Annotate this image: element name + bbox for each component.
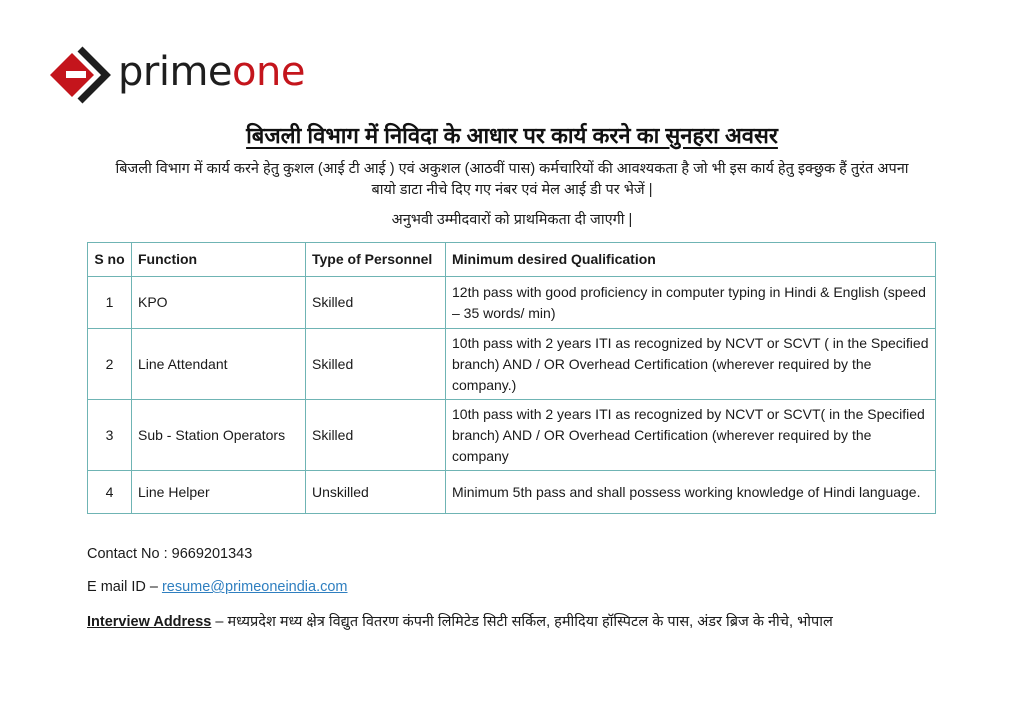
- cell-qualification: Minimum 5th pass and shall possess working knowledge of Hindi language.: [446, 471, 936, 514]
- table-row: [88, 277, 936, 329]
- header-sno: S no: [88, 243, 132, 277]
- intro-line-1: बिजली विभाग में कार्य करने हेतु कुशल (आई टी आई ) एवं अकुशल (आठवीं पास) कर्मचारियों की आवश्यकता है जो भी इस कार्य हेतु इक्छुक हैं तुरंत अपना: [115, 161, 909, 177]
- contact-phone-number: 9669201343: [171, 546, 253, 562]
- brand-wordmark-prime: prime: [118, 49, 233, 95]
- table-header-row: [88, 243, 936, 277]
- interview-address: [87, 611, 833, 631]
- cell-qualification: 10th pass with 2 years ITI as recognized by NCVT or SCVT ( in the Specified branch) AND / OR Overhead Certification (wherever required by the company.): [446, 329, 936, 400]
- contact-phone-label: Contact No :: [87, 546, 172, 562]
- cell-type: Skilled: [306, 400, 446, 471]
- cell-function: Line Helper: [132, 471, 306, 514]
- cell-sno: 2: [88, 329, 132, 400]
- interview-address-label: Interview Address: [87, 614, 212, 630]
- contact-email: [87, 579, 348, 595]
- page-title: बिजली विभाग में निविदा के आधार पर कार्य करने का सुनहरा अवसर: [246, 123, 778, 148]
- header-type: Type of Personnel: [306, 243, 446, 277]
- interview-address-separator: –: [211, 614, 228, 630]
- brand-wordmark-one: one: [232, 49, 305, 95]
- contact-email-label: E mail ID –: [87, 579, 162, 595]
- email-link[interactable]: resume@primeoneindia.com: [161, 579, 348, 595]
- cell-qualification: 10th pass with 2 years ITI as recognized by NCVT or SCVT( in the Specified branch) AND / OR Overhead Certification (wherever required by the company: [446, 400, 936, 471]
- intro-line-2: बायो डाटा नीचे दिए गए नंबर एवं मेल आई डी पर भेजें |: [371, 182, 653, 198]
- priority-note: अनुभवी उम्मीदवारों को प्राथमिकता दी जाएगी |: [391, 212, 633, 228]
- brand-wordmark: [118, 49, 305, 95]
- positions-table: [87, 242, 936, 514]
- cell-function: Line Attendant: [132, 329, 306, 400]
- table-row: [88, 329, 936, 400]
- header-qualification: Minimum desired Qualification: [446, 243, 936, 277]
- table-row: [88, 471, 936, 514]
- cell-type: Unskilled: [306, 471, 446, 514]
- primeone-diamond-arrow-icon: [46, 44, 114, 104]
- interview-address-text: मध्यप्रदेश मध्य क्षेत्र विद्युत वितरण कंपनी लिमिटेड सिटी सर्किल, हमीदिया हॉस्पिटल के पास, अंडर ब्रिज के नीचे, भोपाल: [227, 614, 833, 630]
- header-function: Function: [132, 243, 306, 277]
- cell-type: Skilled: [306, 329, 446, 400]
- contact-phone: [87, 546, 252, 562]
- cell-type: Skilled: [306, 277, 446, 329]
- cell-qualification: 12th pass with good proficiency in computer typing in Hindi & English (speed – 35 words/ min): [446, 277, 936, 329]
- cell-sno: 3: [88, 400, 132, 471]
- cell-sno: 4: [88, 471, 132, 514]
- cell-function: KPO: [132, 277, 306, 329]
- primeone-logo: [46, 44, 305, 104]
- cell-sno: 1: [88, 277, 132, 329]
- table-row: [88, 400, 936, 471]
- cell-function: Sub - Station Operators: [132, 400, 306, 471]
- intro-paragraph: [80, 159, 944, 201]
